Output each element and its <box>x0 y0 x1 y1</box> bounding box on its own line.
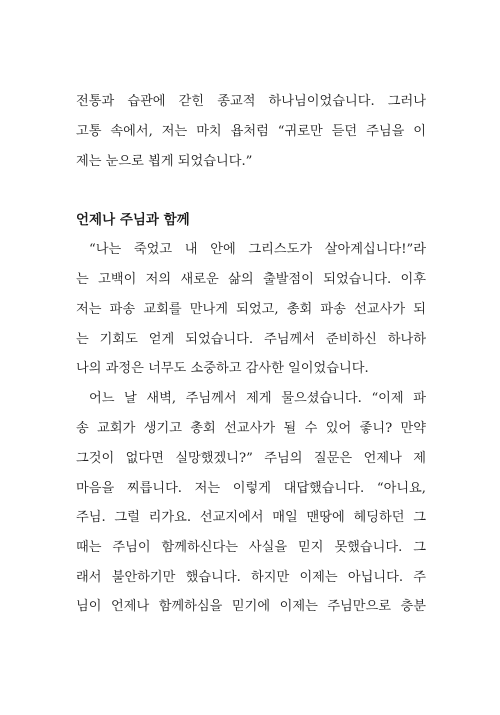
paragraph-3-line: 송 교회가 생기고 총회 선교사가 될 수 있어 좋니? 만약 <box>76 421 426 436</box>
paragraph-3-line: 래서 불안하기만 했습니다. 하지만 이제는 아닙니다. 주 <box>76 570 426 585</box>
paragraph-3-line: 어느 날 새벽, 주님께서 제게 물으셨습니다. “이제 파 <box>89 391 426 406</box>
paragraph-1-line: 제는 눈으로 뵙게 되었습니다.” <box>76 154 253 169</box>
paragraph-2-line: 저는 파송 교회를 만나게 되었고, 총회 파송 선교사가 되 <box>76 302 426 317</box>
paragraph-1-line: 전통과 습관에 갇힌 종교적 하나님이었습니다. 그러나 <box>76 94 426 109</box>
paragraph-3-line: 님이 언제나 함께하심을 믿기에 이제는 주님만으로 충분 <box>76 599 426 614</box>
paragraph-3-line: 마음을 찌릅니다. 저는 이렇게 대답했습니다. “아니요, <box>76 481 426 496</box>
paragraph-2-line: 는 기회도 얻게 되었습니다. 주님께서 준비하신 하나하 <box>76 332 426 347</box>
section-heading: 언제나 주님과 함께 <box>76 212 190 228</box>
paragraph-3-line: 주님. 그럴 리가요. 선교지에서 매일 맨땅에 헤딩하던 그 <box>76 510 426 525</box>
paragraph-2-line: 나의 과정은 너무도 소중하고 감사한 일이었습니다. <box>76 361 369 376</box>
paragraph-2-line: 는 고백이 저의 새로운 삶의 출발점이 되었습니다. 이후 <box>76 272 426 287</box>
paragraph-2-line: “나는 죽었고 내 안에 그리스도가 살아계십니다!”라 <box>89 242 426 257</box>
paragraph-1-line: 고통 속에서, 저는 마치 욥처럼 “귀로만 듣던 주님을 이 <box>76 124 426 139</box>
paragraph-3-line: 때는 주님이 함께하신다는 사실을 믿지 못했습니다. 그 <box>76 540 426 555</box>
paragraph-3-line: 그것이 없다면 실망했겠니?” 주님의 질문은 언제나 제 <box>76 451 426 466</box>
